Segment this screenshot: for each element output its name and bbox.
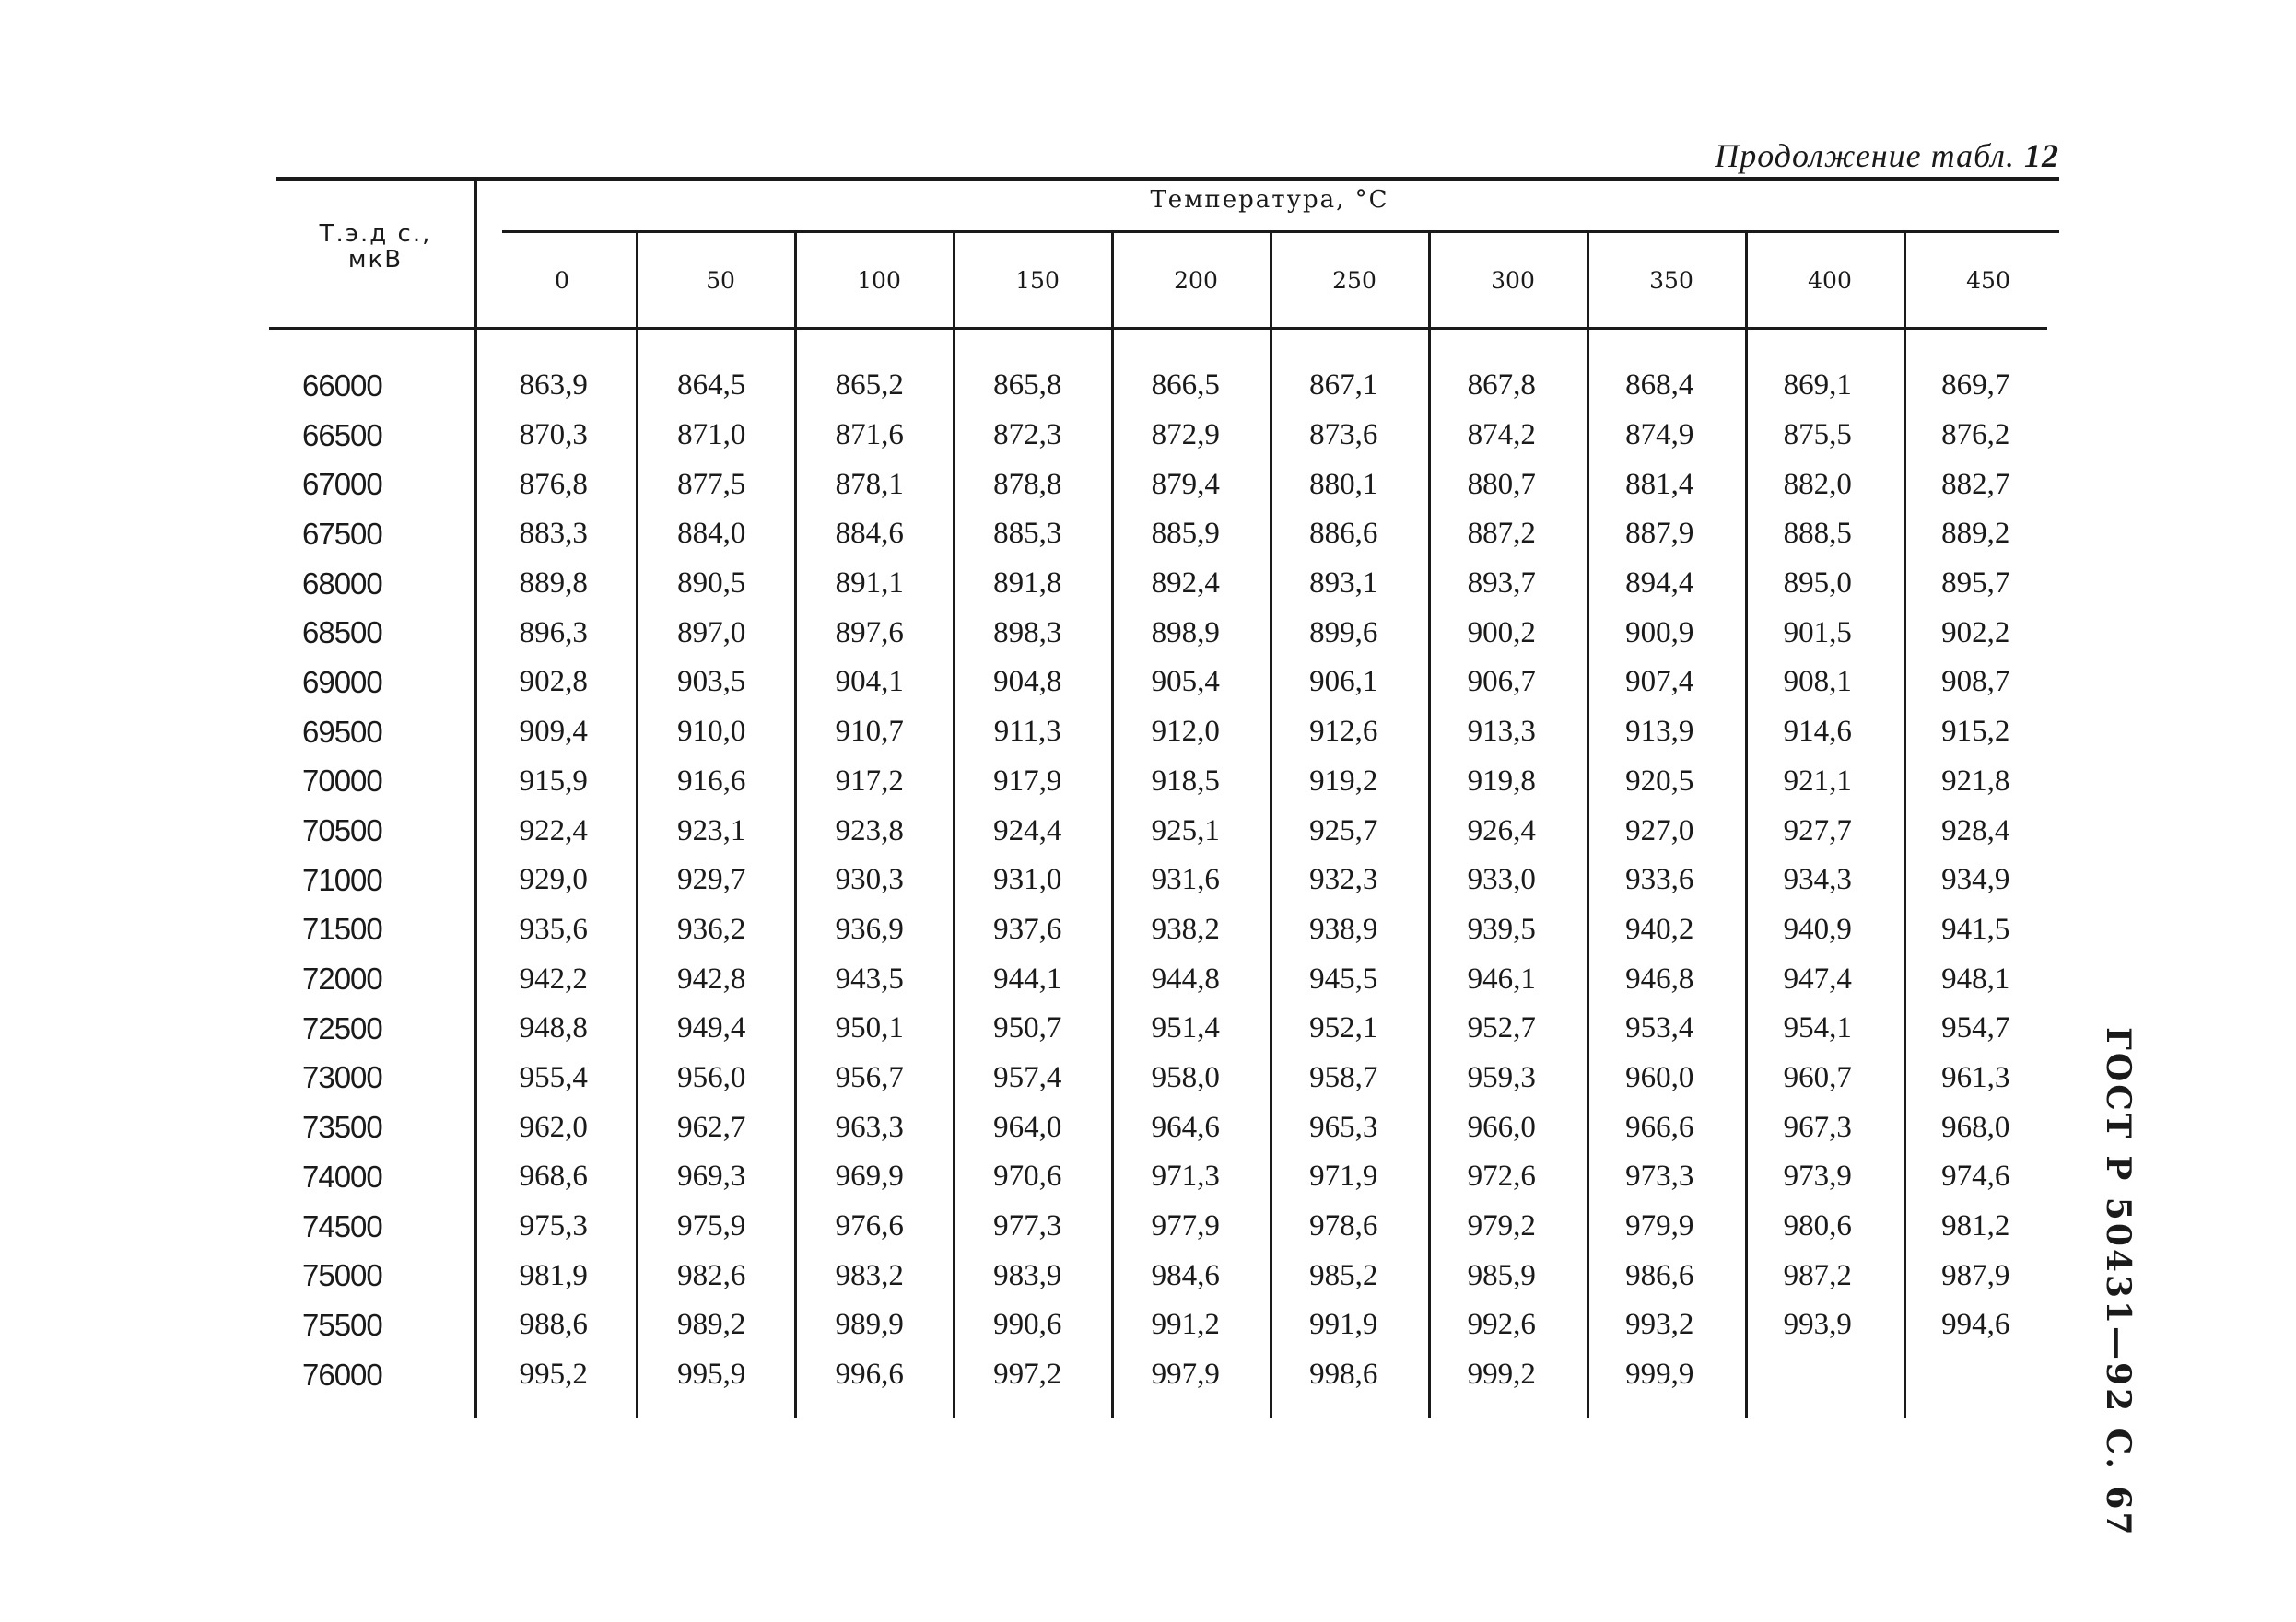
- table-cell: 971,9: [1309, 1160, 1378, 1194]
- table-cell: 931,6: [1151, 863, 1220, 897]
- table-cell: 914,6: [1783, 715, 1852, 749]
- table-cell: 958,0: [1151, 1060, 1220, 1094]
- table-row: [276, 1152, 2059, 1202]
- row-emf-value: 71500: [302, 912, 382, 947]
- table-cell: 863,9: [519, 368, 588, 403]
- table-cell: 969,9: [835, 1160, 904, 1194]
- row-emf-value: 69000: [302, 664, 382, 699]
- row-header-line-1: Т.э.д с.,: [319, 220, 432, 248]
- table-row: [276, 806, 2059, 856]
- table-cell: 970,6: [993, 1160, 1062, 1194]
- table-cell: 867,1: [1309, 368, 1378, 403]
- table-cell: 867,8: [1467, 368, 1536, 403]
- table-cell: 962,0: [519, 1110, 588, 1144]
- table-cell: 948,8: [519, 1011, 588, 1045]
- table-cell: 902,2: [1941, 615, 2010, 649]
- table-cell: 892,4: [1151, 566, 1220, 601]
- table-cell: 978,6: [1309, 1209, 1378, 1243]
- table-cell: 876,2: [1941, 418, 2010, 452]
- table-cell: 982,6: [677, 1258, 746, 1292]
- table-cell: 878,1: [835, 467, 904, 501]
- table-cell: 910,0: [677, 715, 746, 749]
- table-cell: 946,8: [1625, 962, 1694, 996]
- table-cell: 923,1: [677, 813, 746, 847]
- table-cell: 917,9: [993, 764, 1062, 798]
- table-row: [276, 757, 2059, 807]
- table-row: [276, 1103, 2059, 1152]
- table-cell: 939,5: [1467, 912, 1536, 946]
- table-cell: 934,3: [1783, 863, 1852, 897]
- table-cell: 871,0: [677, 418, 746, 452]
- table-cell: 938,2: [1151, 912, 1220, 946]
- table-cell: 962,7: [677, 1110, 746, 1144]
- table-cell: 941,5: [1941, 912, 2010, 946]
- table-cell: 997,9: [1151, 1358, 1220, 1392]
- table-cell: 865,2: [835, 368, 904, 403]
- row-emf-value: 73000: [302, 1060, 382, 1095]
- table-cell: 999,2: [1467, 1358, 1536, 1392]
- table-row: [276, 658, 2059, 707]
- table-cell: 965,3: [1309, 1110, 1378, 1144]
- table-cell: 942,2: [519, 962, 588, 996]
- table-cell: 882,7: [1941, 467, 2010, 501]
- table-cell: 912,0: [1151, 715, 1220, 749]
- table-cell: 925,7: [1309, 813, 1378, 847]
- table-cell: 881,4: [1625, 467, 1694, 501]
- table-cell: 887,9: [1625, 517, 1694, 551]
- table-cell: 975,3: [519, 1209, 588, 1243]
- table-cell: 995,2: [519, 1358, 588, 1392]
- table-cell: 975,9: [677, 1209, 746, 1243]
- table-cell: 992,6: [1467, 1308, 1536, 1342]
- row-emf-value: 72000: [302, 962, 382, 997]
- table-cell: 946,1: [1467, 962, 1536, 996]
- table-cell: 934,9: [1941, 863, 2010, 897]
- table-cell: 917,2: [835, 764, 904, 798]
- table-cell: 873,6: [1309, 418, 1378, 452]
- table-cell: 904,8: [993, 665, 1062, 699]
- table-cell: 930,3: [835, 863, 904, 897]
- table-cell: 959,3: [1467, 1060, 1536, 1094]
- table-cell: 875,5: [1783, 418, 1852, 452]
- table-cell: 987,9: [1941, 1258, 2010, 1292]
- row-emf-value: 74000: [302, 1159, 382, 1194]
- row-emf-value: 71000: [302, 862, 382, 897]
- table-row: [276, 1350, 2059, 1400]
- table-cell: 884,0: [677, 517, 746, 551]
- table-cell: 897,6: [835, 615, 904, 649]
- table-cell: 937,6: [993, 912, 1062, 946]
- table-cell: 963,3: [835, 1110, 904, 1144]
- table-cell: 933,6: [1625, 863, 1694, 897]
- table-cell: 932,3: [1309, 863, 1378, 897]
- table-cell: 889,2: [1941, 517, 2010, 551]
- table-cell: 993,2: [1625, 1308, 1694, 1342]
- table-cell: 964,6: [1151, 1110, 1220, 1144]
- table-cell: 871,6: [835, 418, 904, 452]
- table-cell: 888,5: [1783, 517, 1852, 551]
- table-cell: 872,3: [993, 418, 1062, 452]
- table-cell: 936,9: [835, 912, 904, 946]
- table-cell: 898,9: [1151, 615, 1220, 649]
- table-cell: 995,9: [677, 1358, 746, 1392]
- table-cell: 903,5: [677, 665, 746, 699]
- table-row: [276, 361, 2059, 411]
- table-cell: 894,4: [1625, 566, 1694, 601]
- table-cell: 891,1: [835, 566, 904, 601]
- table-cell: 950,7: [993, 1011, 1062, 1045]
- table-cell: 870,3: [519, 418, 588, 452]
- table-cell: 899,6: [1309, 615, 1378, 649]
- table-cell: 866,5: [1151, 368, 1220, 403]
- table-cell: 966,0: [1467, 1110, 1536, 1144]
- table-cell: 958,7: [1309, 1060, 1378, 1094]
- table-cell: 906,7: [1467, 665, 1536, 699]
- table-cell: 996,6: [835, 1358, 904, 1392]
- table-cell: 925,1: [1151, 813, 1220, 847]
- table-cell: 869,7: [1941, 368, 2010, 403]
- table-cell: 877,5: [677, 467, 746, 501]
- table-cell: 885,3: [993, 517, 1062, 551]
- table-row: [276, 509, 2059, 559]
- table-row: [276, 1251, 2059, 1301]
- table-cell: 915,9: [519, 764, 588, 798]
- table-cell: 921,8: [1941, 764, 2010, 798]
- table-cell: 874,2: [1467, 418, 1536, 452]
- table-cell: 904,1: [835, 665, 904, 699]
- table-cell: 927,0: [1625, 813, 1694, 847]
- row-emf-value: 75500: [302, 1307, 382, 1342]
- table-cell: 971,3: [1151, 1160, 1220, 1194]
- table-row: [276, 707, 2059, 757]
- table-cell: 961,3: [1941, 1060, 2010, 1094]
- table-cell: 980,6: [1783, 1209, 1852, 1243]
- table-body: [276, 361, 2059, 1399]
- table-cell: 977,3: [993, 1209, 1062, 1243]
- row-emf-value: 69500: [302, 714, 382, 749]
- table-cell: 944,8: [1151, 962, 1220, 996]
- table-cell: 905,4: [1151, 665, 1220, 699]
- table-cell: 900,2: [1467, 615, 1536, 649]
- table-row: [276, 856, 2059, 905]
- row-emf-value: 74500: [302, 1208, 382, 1243]
- table-cell: 897,0: [677, 615, 746, 649]
- row-emf-value: 66000: [302, 368, 382, 403]
- table-cell: 942,8: [677, 962, 746, 996]
- table-cell: 968,0: [1941, 1110, 2010, 1144]
- table-cell: 977,9: [1151, 1209, 1220, 1243]
- table-cell: 964,0: [993, 1110, 1062, 1144]
- col-header-2: 100: [857, 267, 901, 294]
- table-cell: 960,0: [1625, 1060, 1694, 1094]
- table-cell: 966,6: [1625, 1110, 1694, 1144]
- table-cell: 981,9: [519, 1258, 588, 1292]
- row-header-line-2: мкВ: [347, 246, 404, 274]
- table-cell: 908,7: [1941, 665, 2010, 699]
- table-cell: 933,0: [1467, 863, 1536, 897]
- table-cell: 988,6: [519, 1308, 588, 1342]
- table-cell: 900,9: [1625, 615, 1694, 649]
- table-cell: 940,9: [1783, 912, 1852, 946]
- table-cell: 957,4: [993, 1060, 1062, 1094]
- table-cell: 994,6: [1941, 1308, 2010, 1342]
- table-cell: 931,0: [993, 863, 1062, 897]
- table-cell: 979,9: [1625, 1209, 1694, 1243]
- table-cell: 989,2: [677, 1308, 746, 1342]
- table-cell: 983,9: [993, 1258, 1062, 1292]
- table-cell: 998,6: [1309, 1358, 1378, 1392]
- table-cell: 906,1: [1309, 665, 1378, 699]
- table-cell: 960,7: [1783, 1060, 1852, 1094]
- table-cell: 929,0: [519, 863, 588, 897]
- table-cell: 940,2: [1625, 912, 1694, 946]
- table-cell: 880,7: [1467, 467, 1536, 501]
- table-cell: 869,1: [1783, 368, 1852, 403]
- table-cell: 895,7: [1941, 566, 2010, 601]
- table-cell: 926,4: [1467, 813, 1536, 847]
- table-cell: 981,2: [1941, 1209, 2010, 1243]
- table-cell: 983,2: [835, 1258, 904, 1292]
- row-emf-value: 76000: [302, 1357, 382, 1392]
- table-cell: 908,1: [1783, 665, 1852, 699]
- table-cell: 910,7: [835, 715, 904, 749]
- table-cell: 882,0: [1783, 467, 1852, 501]
- table-cell: 968,6: [519, 1160, 588, 1194]
- table-cell: 909,4: [519, 715, 588, 749]
- table-row: [276, 1301, 2059, 1350]
- table-cell: 880,1: [1309, 467, 1378, 501]
- table-cell: 890,5: [677, 566, 746, 601]
- table-row: [276, 559, 2059, 609]
- table-cell: 872,9: [1151, 418, 1220, 452]
- row-emf-value: 68000: [302, 566, 382, 601]
- table-row: [276, 1004, 2059, 1054]
- header-bottom-rule: [269, 327, 2047, 330]
- table-cell: 956,0: [677, 1060, 746, 1094]
- table-cell: 944,1: [993, 962, 1062, 996]
- table-cell: 864,5: [677, 368, 746, 403]
- col-header-8: 400: [1808, 267, 1852, 294]
- caption-number: 12: [2024, 137, 2059, 174]
- table-cell: 929,7: [677, 863, 746, 897]
- table-cell: 935,6: [519, 912, 588, 946]
- table-cell: 913,9: [1625, 715, 1694, 749]
- table-cell: 922,4: [519, 813, 588, 847]
- col-header-1: 50: [706, 267, 735, 294]
- table-cell: 893,1: [1309, 566, 1378, 601]
- table-cell: 891,8: [993, 566, 1062, 601]
- caption-text: Продолжение табл.: [1715, 137, 2015, 174]
- table-row: [276, 1054, 2059, 1103]
- table-cell: 948,1: [1941, 962, 2010, 996]
- row-emf-value: 72500: [302, 1010, 382, 1045]
- table-cell: 956,7: [835, 1060, 904, 1094]
- table-cell: 951,4: [1151, 1011, 1220, 1045]
- col-header-4: 200: [1174, 267, 1218, 294]
- table-cell: 967,3: [1783, 1110, 1852, 1144]
- table-cell: 976,6: [835, 1209, 904, 1243]
- table-cell: 943,5: [835, 962, 904, 996]
- table-cell: 865,8: [993, 368, 1062, 403]
- document-side-label: ГОСТ Р 50431—92 С. 67: [2099, 1027, 2138, 1538]
- top-rule: [276, 177, 2059, 181]
- table-cell: 868,4: [1625, 368, 1694, 403]
- table-cell: 974,6: [1941, 1160, 2010, 1194]
- table-cell: 919,2: [1309, 764, 1378, 798]
- table-cell: 921,1: [1783, 764, 1852, 798]
- table-cell: 989,9: [835, 1308, 904, 1342]
- table-cell: 955,4: [519, 1060, 588, 1094]
- table-cell: 985,9: [1467, 1258, 1536, 1292]
- table-cell: 991,9: [1309, 1308, 1378, 1342]
- table-cell: 915,2: [1941, 715, 2010, 749]
- table-cell: 973,3: [1625, 1160, 1694, 1194]
- table-cell: 874,9: [1625, 418, 1694, 452]
- table-cell: 886,6: [1309, 517, 1378, 551]
- table-cell: 972,6: [1467, 1160, 1536, 1194]
- table-cell: 898,3: [993, 615, 1062, 649]
- table-cell: 979,2: [1467, 1209, 1536, 1243]
- table-cell: 947,4: [1783, 962, 1852, 996]
- table-cell: 973,9: [1783, 1160, 1852, 1194]
- table-cell: 876,8: [519, 467, 588, 501]
- table-cell: 969,3: [677, 1160, 746, 1194]
- table-cell: 923,8: [835, 813, 904, 847]
- table-row: [276, 460, 2059, 509]
- table-cell: 927,7: [1783, 813, 1852, 847]
- table-cell: 920,5: [1625, 764, 1694, 798]
- table-caption: [276, 136, 2059, 175]
- table-cell: 901,5: [1783, 615, 1852, 649]
- col-header-3: 150: [1015, 267, 1060, 294]
- table-cell: 879,4: [1151, 467, 1220, 501]
- table-cell: 895,0: [1783, 566, 1852, 601]
- table-cell: 986,6: [1625, 1258, 1694, 1292]
- table-cell: 885,9: [1151, 517, 1220, 551]
- table-cell: 924,4: [993, 813, 1062, 847]
- table-cell: 997,2: [993, 1358, 1062, 1392]
- table-cell: 954,7: [1941, 1011, 2010, 1045]
- row-emf-value: 67500: [302, 516, 382, 551]
- table-cell: 896,3: [519, 615, 588, 649]
- table-cell: 916,6: [677, 764, 746, 798]
- table-cell: 953,4: [1625, 1011, 1694, 1045]
- table-cell: 918,5: [1151, 764, 1220, 798]
- table-cell: 954,1: [1783, 1011, 1852, 1045]
- row-emf-value: 73500: [302, 1110, 382, 1145]
- table-row: [276, 411, 2059, 461]
- temperature-underline: [502, 230, 2059, 233]
- row-emf-value: 67000: [302, 467, 382, 502]
- temperature-header: Температура, °С: [1150, 186, 1389, 214]
- table-cell: 907,4: [1625, 665, 1694, 699]
- table-row: [276, 608, 2059, 658]
- col-header-5: 250: [1332, 267, 1376, 294]
- table-cell: 985,2: [1309, 1258, 1378, 1292]
- table-cell: 990,6: [993, 1308, 1062, 1342]
- table-cell: 884,6: [835, 517, 904, 551]
- table-cell: 991,2: [1151, 1308, 1220, 1342]
- row-emf-value: 70000: [302, 764, 382, 799]
- table-cell: 938,9: [1309, 912, 1378, 946]
- table-cell: 887,2: [1467, 517, 1536, 551]
- row-emf-value: 68500: [302, 615, 382, 650]
- table-cell: 999,9: [1625, 1358, 1694, 1392]
- table-row: [276, 905, 2059, 955]
- table-cell: 911,3: [993, 715, 1061, 749]
- table-cell: 949,4: [677, 1011, 746, 1045]
- table-cell: 919,8: [1467, 764, 1536, 798]
- col-header-6: 300: [1491, 267, 1535, 294]
- row-header-label: [276, 221, 474, 273]
- table-cell: 984,6: [1151, 1258, 1220, 1292]
- table-cell: 902,8: [519, 665, 588, 699]
- table-cell: 928,4: [1941, 813, 2010, 847]
- table-cell: 945,5: [1309, 962, 1378, 996]
- row-emf-value: 75000: [302, 1258, 382, 1293]
- col-header-0: 0: [555, 267, 569, 294]
- table-cell: 952,1: [1309, 1011, 1378, 1045]
- col-header-9: 450: [1966, 267, 2010, 294]
- row-emf-value: 66500: [302, 417, 382, 452]
- row-emf-value: 70500: [302, 813, 382, 848]
- table-row: [276, 1202, 2059, 1252]
- table-row: [276, 954, 2059, 1004]
- table-cell: 950,1: [835, 1011, 904, 1045]
- table-cell: 936,2: [677, 912, 746, 946]
- table-cell: 878,8: [993, 467, 1062, 501]
- col-header-7: 350: [1649, 267, 1693, 294]
- table-cell: 889,8: [519, 566, 588, 601]
- table-cell: 987,2: [1783, 1258, 1852, 1292]
- table-cell: 912,6: [1309, 715, 1378, 749]
- table-cell: 893,7: [1467, 566, 1536, 601]
- table-cell: 993,9: [1783, 1308, 1852, 1342]
- table-cell: 883,3: [519, 517, 588, 551]
- table-cell: 913,3: [1467, 715, 1536, 749]
- table-cell: 952,7: [1467, 1011, 1536, 1045]
